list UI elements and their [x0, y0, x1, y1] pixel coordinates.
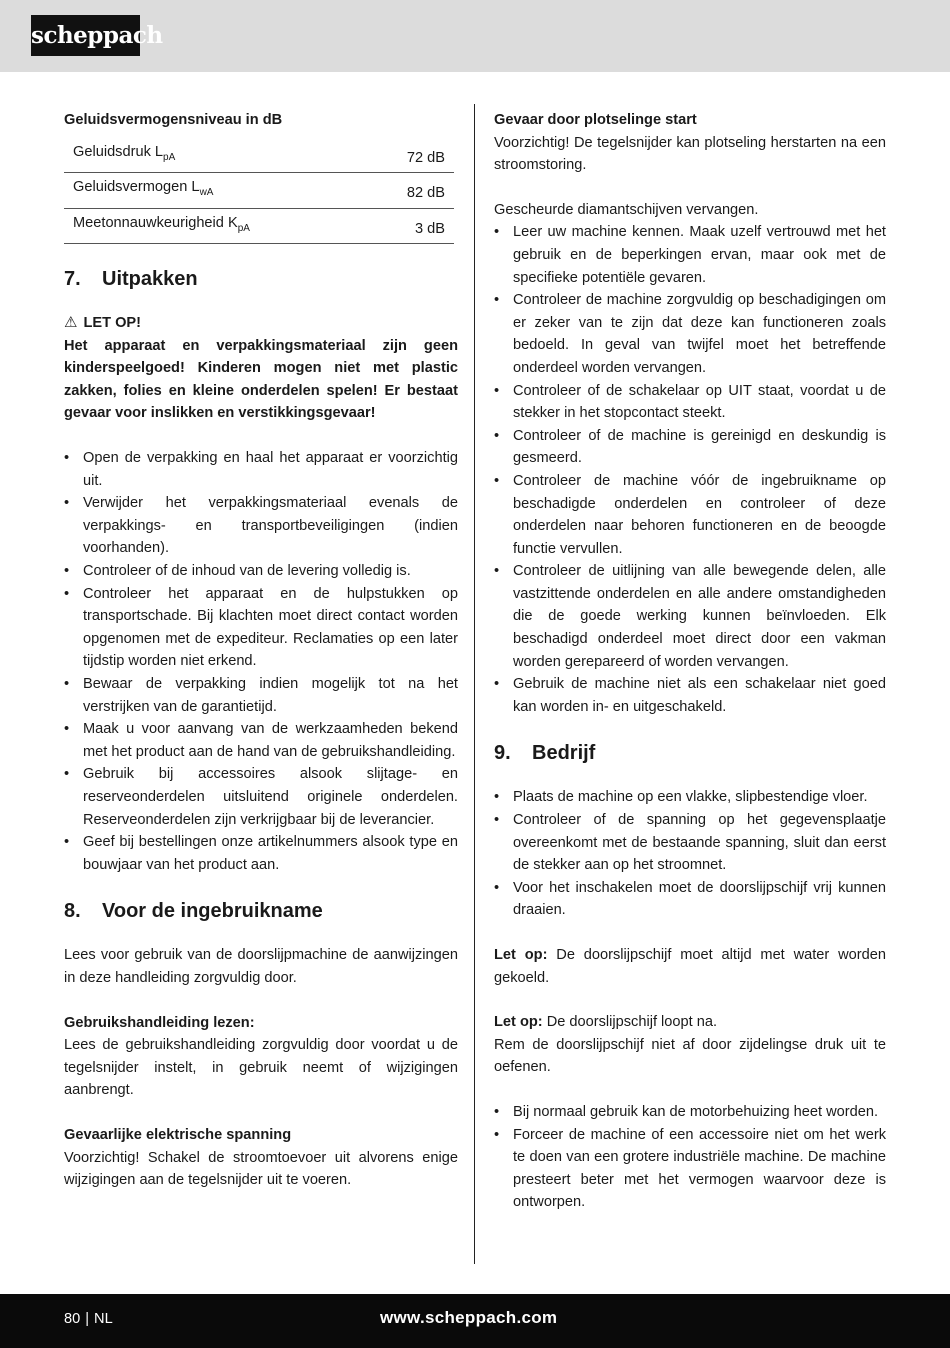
- list-item: • Leer uw machine kennen. Maak uzelf vertrouwd met het gebruik en de beperkingen ervan, maar ook met de specifieke potentiële gevaren.: [494, 221, 886, 289]
- manual-text: Lees de gebruikshandleiding zorgvuldig door voordat u de tegelsnijder instelt, in gebruik neemt of wijzigingen aanbrengt.: [64, 1037, 458, 1099]
- list-item: • Controleer of de spanning op het gegevensplaatje overeenkomt met de bestaande spanning, sluit dan eerst de stekker aan op het stroomnet.: [494, 809, 886, 877]
- brand-logo: scheppach: [31, 15, 140, 56]
- electrical-text: Voorzichtig! Schakel de stroomtoevoer uit alvorens enige wijzigingen aan de tegelsnijder uit te voeren.: [64, 1149, 458, 1189]
- brake-text: Rem de doorslijpschijf niet af door zijdelingse druk uit te oefenen.: [494, 1036, 886, 1076]
- right-column: [494, 109, 886, 1214]
- list-item: • Controleer het apparaat en de hulpstukken op transportschade. Bij klachten moet direct contact worden opgenomen met de expediteur. Reclamaties op een later tijdstip worden niet erkend.: [64, 583, 458, 673]
- list-item: • Controleer de machine zorgvuldig op beschadigingen om er zeker van te zijn dat deze kan functioneren zoals bedoeld. In geval van twijfel moet het betreffende onderdeel worden vervangen.: [494, 289, 886, 379]
- sudden-start-heading: Gevaar door plotselinge start: [494, 112, 697, 128]
- final-list: [494, 1101, 886, 1214]
- note-water-cooling: Let op: De doorslijpschijf moet altijd met water worden gekoeld.: [494, 947, 886, 986]
- section-number: 8.: [64, 900, 81, 923]
- list-item: • Open de verpakking en haal het apparaat er voorzichtig uit.: [64, 447, 458, 492]
- list-item: • Controleer de machine vóór de ingebruikname op beschadigde onderdelen en controleer of deze onderdelen naar behoren functioneren en de beoogde functie vervullen.: [494, 470, 886, 560]
- list-item: • Geef bij bestellingen onze artikelnummers alsook type en bouwjaar van het product aan.: [64, 831, 458, 876]
- list-item: • Controleer of de machine is gereinigd en deskundig is gesmeerd.: [494, 425, 886, 470]
- check-list: [494, 221, 886, 718]
- list-item: • Bij normaal gebruik kan de motorbehuizing heet worden.: [494, 1101, 886, 1124]
- page-header: [0, 0, 950, 72]
- website-link[interactable]: www.scheppach.com: [380, 1308, 558, 1327]
- table-cell-label: Geluidsvermogen $L_{wA}$: [64, 173, 367, 209]
- operation-list: [494, 786, 886, 922]
- list-item: • Gebruik de machine niet als een schakelaar niet goed kan worden in- en uitgeschakeld.: [494, 673, 886, 718]
- sudden-start-text: Voorzichtig! De tegelsnijder kan plotseling herstarten na een stroomstoring.: [494, 134, 886, 174]
- warning-triangle-icon: ⚠: [64, 314, 78, 332]
- table-cell-label: Meetonnauwkeurigheid $K_{pA}$: [64, 208, 367, 244]
- table-row: [64, 208, 454, 244]
- list-item: • Voor het inschakelen moet de doorslijpschijf vrij kunnen draaien.: [494, 877, 886, 922]
- table-cell-value: 3 dB: [367, 208, 454, 244]
- section-7-heading: [64, 266, 458, 292]
- section-9-heading: [494, 740, 886, 766]
- section-8-heading: [64, 898, 458, 924]
- page-number: 80 | NL: [64, 1311, 113, 1327]
- left-column: [64, 109, 458, 1192]
- list-item: • Controleer of de schakelaar op UIT staat, voordat u de stekker in het stopcontact steekt.: [494, 380, 886, 425]
- section-title: Voor de ingebruikname: [102, 900, 323, 923]
- list-item: • Controleer de uitlijning van alle bewegende delen, alle vastzittende onderdelen en alle andere omstandigheden die de goede werking kunnen beïnvloeden. Elk beschadigd onderdeel moet direct door een vakman worden gerepareerd of worden vervangen.: [494, 560, 886, 673]
- table-cell-value: 82 dB: [367, 173, 454, 209]
- replace-disc-text: Gescheurde diamantschijven vervangen.: [494, 201, 759, 218]
- warning-text: Het apparaat en verpakkingsmateriaal zijn geen kinderspeelgoed! Kinderen mogen niet met plastic zakken, folies en kleine onderdelen spelen! Er bestaat gevaar voor inslikken en verstikkingsgevaar!: [64, 337, 458, 422]
- sound-level-heading: Geluidsvermogensniveau in dB: [64, 112, 283, 128]
- manual-heading: Gebruikshandleiding lezen:: [64, 1014, 255, 1031]
- list-item: • Gebruik bij accessoires alsook slijtage- en reserveonderdelen uitsluitend originele onderdelen. Reserveonderdelen zijn verkrijgbaar bij de leverancier.: [64, 763, 458, 831]
- list-item: • Controleer of de inhoud van de levering volledig is.: [64, 560, 458, 583]
- section-number: 7.: [64, 268, 81, 291]
- list-item: • Forceer de machine of een accessoire niet om het werk te doen van een grotere industriële machine. De machine presteert beter met het vermogen waarvoor deze is ontworpen.: [494, 1124, 886, 1214]
- unpack-list: [64, 447, 458, 876]
- warning-title: ⚠ LET OP!: [64, 312, 458, 335]
- list-item: • Plaats de machine op een vlakke, slipbestendige vloer.: [494, 786, 886, 809]
- section-title: Uitpakken: [102, 268, 198, 291]
- column-divider: [474, 104, 475, 1264]
- section-title: Bedrijf: [532, 742, 596, 765]
- table-cell-label: Geluidsdruk $L_{pA}$: [64, 138, 367, 173]
- list-item: • Bewaar de verpakking indien mogelijk tot na het verstrijken van de garantietijd.: [64, 673, 458, 718]
- section-number: 9.: [494, 742, 511, 765]
- table-row: [64, 173, 454, 209]
- electrical-heading: Gevaarlijke elektrische spanning: [64, 1126, 292, 1143]
- sound-level-table: [64, 138, 454, 245]
- section-8-intro: Lees voor gebruik van de doorslijpmachine de aanwijzingen in deze handleiding zorgvuldig door.: [64, 947, 458, 986]
- page-footer: [0, 1294, 950, 1348]
- list-item: • Maak u voor aanvang van de werkzaamheden bekend met het product aan de hand van de gebruikshandleiding.: [64, 718, 458, 763]
- note-disc-runs-on: Let op: De doorslijpschijf loopt na.: [494, 1014, 718, 1031]
- list-item: • Verwijder het verpakkingsmateriaal evenals de verpakkings- en transportbeveiligingen (indien voorhanden).: [64, 492, 458, 560]
- table-row: [64, 138, 454, 173]
- table-cell-value: 72 dB: [367, 138, 454, 173]
